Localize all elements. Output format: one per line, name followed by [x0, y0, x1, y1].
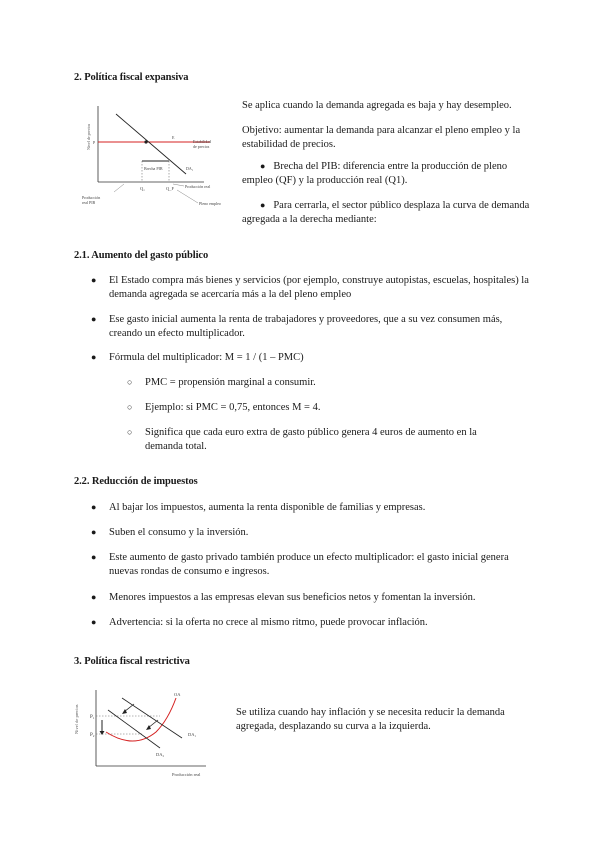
- real-gdp-label-1: Producción: [82, 195, 101, 200]
- y-axis-label: Nivel de precios: [74, 704, 79, 734]
- da1-label: DA₁: [186, 166, 194, 171]
- s22-item-2-text: Suben el consumo y la inversión.: [109, 527, 249, 538]
- stability-label-1: Estabilidad: [193, 139, 211, 144]
- qf-label: Q_F: [166, 186, 175, 191]
- s22-item-2: [91, 526, 529, 540]
- production-label: Producción real: [185, 184, 211, 189]
- p1-label: P₁: [90, 715, 95, 720]
- oa-label: OA: [174, 692, 181, 697]
- p2-label: P₂: [90, 733, 95, 738]
- s22-item-4: [91, 591, 529, 605]
- section-3-heading: 3. Política fiscal restrictiva: [74, 656, 190, 667]
- da1-label: DA₁: [188, 732, 197, 737]
- bullet-mark: ●: [91, 275, 97, 285]
- y-axis-label: Nivel de precios: [86, 123, 91, 150]
- bullet-mark: ●: [260, 200, 266, 210]
- s2-paragraph-1: Se aplica cuando la demanda agregada es baja y hay desempleo.: [242, 100, 512, 111]
- s2-bullet-close: [242, 199, 530, 226]
- s21-subitem-2-text: Ejemplo: si PMC = 0,75, entonces M = 4.: [145, 402, 321, 413]
- bullet-mark: ●: [91, 502, 97, 512]
- s21-item-3: [91, 351, 529, 365]
- section-2-1-heading: 2.1. Aumento del gasto público: [74, 250, 209, 261]
- s22-item-3-text: Este aumento de gasto privado también produce un efecto multiplicador: el gasto inicial genera nuevas rondas de consumo e ingresos.: [109, 552, 509, 577]
- da2-label: DA₂: [156, 752, 165, 757]
- expansive-policy-diagram: [62, 98, 240, 216]
- bullet-mark: ●: [91, 617, 97, 627]
- s2-bullet-gap: [242, 160, 530, 187]
- real-gdp-pointer: [114, 184, 124, 192]
- sub-bullet-mark: ○: [127, 377, 133, 387]
- s22-item-3: [91, 551, 529, 578]
- s21-item-1-text: El Estado compra más bienes y servicios (por ejemplo, construye autopistas, escuelas, hospitales) la demanda agregada se acercaría más a la del pleno empleo: [109, 275, 529, 300]
- gdp-gap-label: Brecha PIB: [144, 166, 163, 171]
- da1-curve: [122, 698, 182, 738]
- full-employment-label: Pleno empleo: [199, 201, 221, 206]
- s21-subitem-1: [127, 376, 505, 390]
- bullet-mark: ●: [91, 552, 97, 562]
- da1-curve: [116, 114, 186, 174]
- s3-paragraph: Se utiliza cuando hay inflación y se necesita reducir la demanda agregada, desplazando su curva a la izquierda.: [236, 707, 505, 732]
- section-2-2-heading: 2.2. Reducción de impuestos: [74, 476, 198, 487]
- s21-subitem-3: [127, 426, 505, 453]
- s21-subitem-2: [127, 401, 505, 415]
- bullet-mark: ●: [91, 592, 97, 602]
- bullet-mark: ●: [260, 161, 266, 171]
- s21-item-1: [91, 274, 529, 301]
- s21-subitem-3-text: Significa que cada euro extra de gasto público genera 4 euros de aumento en la demanda total.: [145, 427, 477, 452]
- sub-bullet-mark: ○: [127, 427, 133, 437]
- s22-item-1: [91, 501, 529, 515]
- stability-label-2: de precios: [193, 144, 210, 149]
- s2-bullet-close-text: Para cerrarla, el sector público desplaza la curva de demanda agregada a la derecha mediante:: [242, 200, 530, 225]
- production-pointer: [173, 184, 184, 186]
- equilibrium-point: [144, 140, 147, 143]
- e-label: E: [172, 135, 175, 140]
- s22-item-5: [91, 616, 529, 630]
- s22-item-4-text: Menores impuestos a las empresas elevan sus beneficios netos y fomentan la inversión.: [109, 592, 476, 603]
- price-drop-arrowhead: [100, 731, 105, 735]
- q1-label: Q₁: [140, 186, 145, 191]
- s21-item-3-text: Fórmula del multiplicador: M = 1 / (1 – PMC): [109, 352, 304, 363]
- s21-subitem-1-text: PMC = propensión marginal a consumir.: [145, 377, 316, 388]
- p-label: P: [93, 140, 96, 145]
- s22-item-5-text: Advertencia: si la oferta no crece al mismo ritmo, puede provocar inflación.: [109, 617, 428, 628]
- restrictive-policy-diagram: [64, 684, 234, 784]
- s21-item-2-text: Ese gasto inicial aumenta la renta de trabajadores y proveedores, que a su vez consumen más, creando un efecto multiplicador.: [109, 314, 503, 339]
- real-gdp-label-2: real PIB: [82, 200, 96, 205]
- bullet-mark: ●: [91, 527, 97, 537]
- s2-paragraph-2: Objetivo: aumentar la demanda para alcanzar el pleno empleo y la estabilidad de precios.: [242, 125, 521, 150]
- s21-item-2: [91, 313, 529, 340]
- full-employment-pointer: [177, 190, 198, 203]
- sub-bullet-mark: ○: [127, 402, 133, 412]
- section-2-heading: 2. Política fiscal expansiva: [74, 72, 189, 83]
- s2-bullet-gap-text: Brecha del PIB: diferencia entre la producción de pleno empleo (QF) y la producción real (Q1).: [242, 161, 508, 186]
- da2-curve: [108, 710, 160, 748]
- bullet-mark: ●: [91, 314, 97, 324]
- s22-item-1-text: Al bajar los impuestos, aumenta la renta disponible de familias y empresas.: [109, 502, 426, 513]
- x-axis-label: Producción real: [172, 772, 201, 777]
- bullet-mark: ●: [91, 352, 97, 362]
